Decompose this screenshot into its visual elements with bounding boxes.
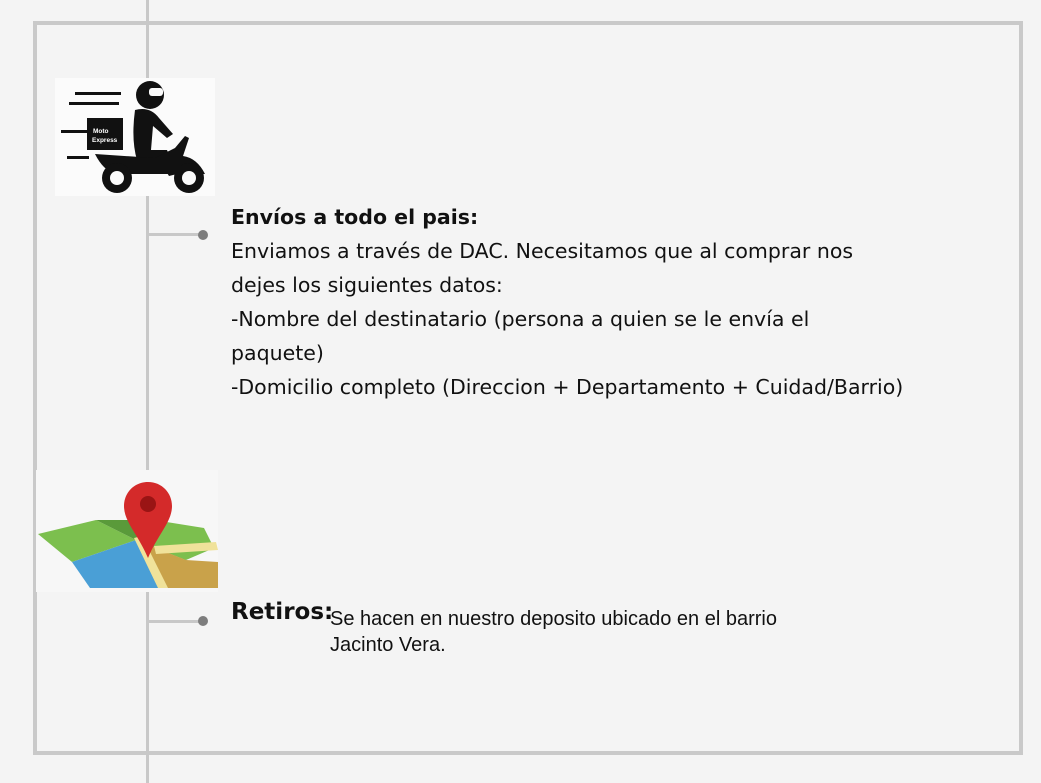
timeline-dot-delivery xyxy=(198,230,208,240)
pickup-line-1: Se hacen en nuestro deposito ubicado en el barrio xyxy=(330,608,777,630)
timeline-branch-delivery xyxy=(149,233,201,236)
delivery-line-1: Enviamos a través de DAC. Necesitamos que al comprar nos xyxy=(231,239,854,263)
map-pin-icon xyxy=(36,470,218,592)
box-label-line2: Express xyxy=(92,137,118,144)
pickup-label: Retiros: xyxy=(231,599,334,625)
box-label-line1: Moto xyxy=(93,128,109,135)
scooter-delivery-icon xyxy=(55,78,215,196)
delivery-line-3: -Nombre del destinatario (persona a quien se le envía el xyxy=(231,307,810,331)
pickup-info xyxy=(330,606,890,658)
delivery-info xyxy=(231,200,951,404)
timeline-dot-pickup xyxy=(198,616,208,626)
delivery-heading: Envíos a todo el pais: xyxy=(231,205,479,229)
pickup-line-2: Jacinto Vera. xyxy=(330,634,446,656)
delivery-line-5: -Domicilio completo (Direccion + Departamento + Cuidad/Barrio) xyxy=(231,375,904,399)
delivery-line-4: paquete) xyxy=(231,341,324,365)
delivery-line-2: dejes los siguientes datos: xyxy=(231,273,503,297)
timeline-branch-pickup xyxy=(149,620,201,623)
